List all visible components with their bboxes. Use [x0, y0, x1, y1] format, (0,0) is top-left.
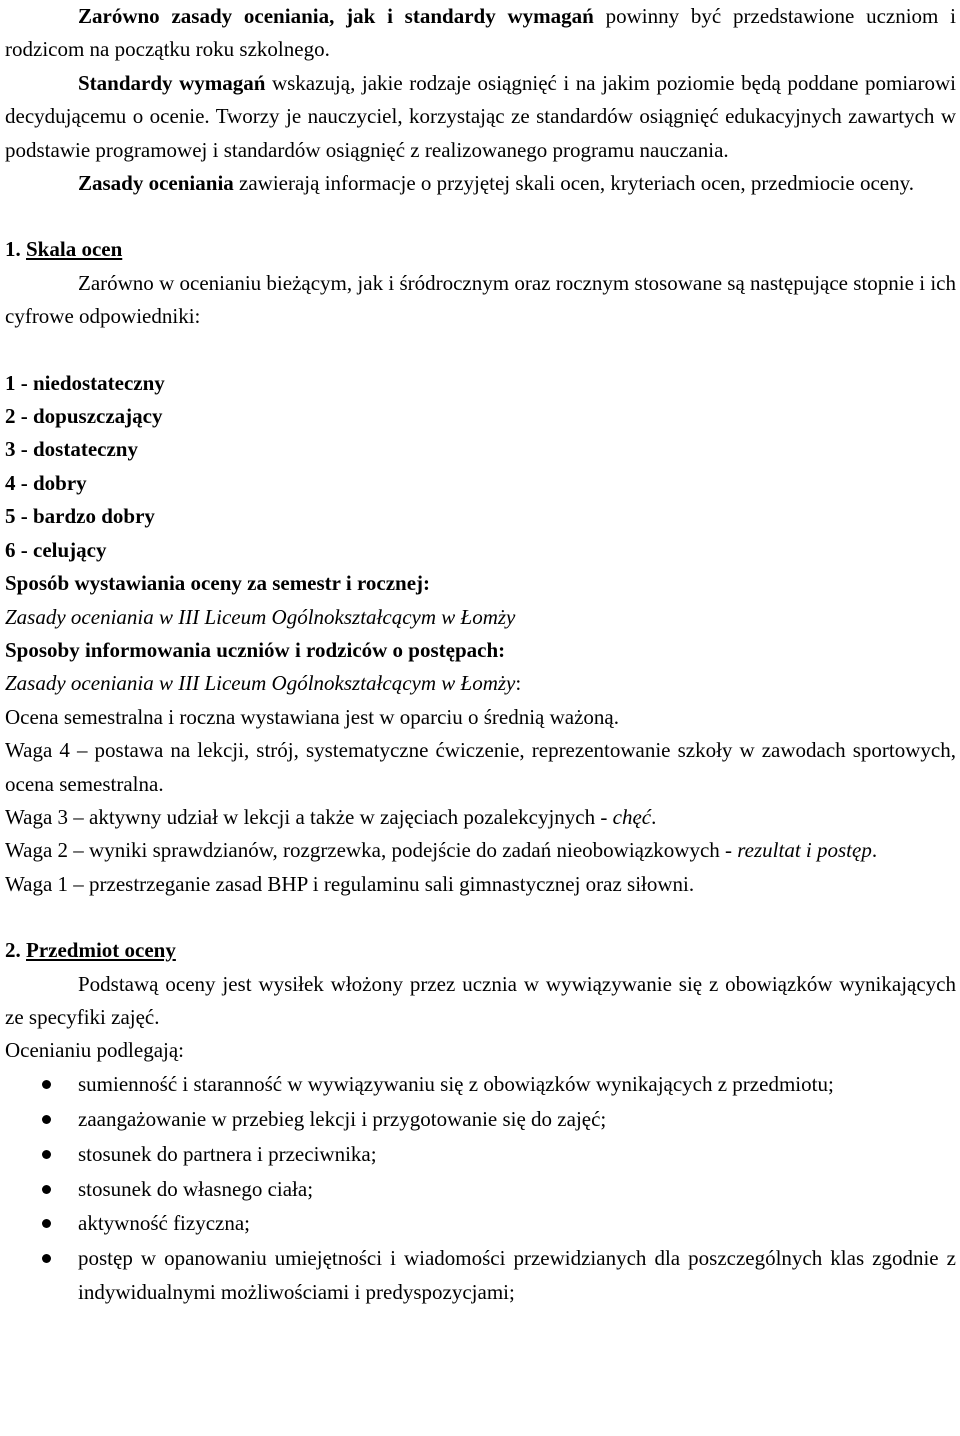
list-item	[5, 1138, 956, 1171]
section-2-heading	[5, 934, 956, 967]
assessment-list-intro: Ocenianiu podlegają:	[5, 1038, 185, 1063]
intro-p3-bold: Zasady oceniania	[78, 171, 234, 196]
intro-p1-bold: Zarówno zasady oceniania, jak i standardy wymagań	[78, 4, 594, 28]
section-1-number: 1.	[5, 237, 26, 262]
grade-list	[5, 367, 956, 567]
spacer	[5, 901, 956, 934]
method-reference-text: Zasady oceniania w III Liceum Ogólnokształcącym w Łomży	[5, 604, 516, 629]
method-heading: Sposób wystawiania oceny za semestr i rocznej:	[5, 571, 431, 596]
intro-p1-text: powinny być przedstawione uczniom i rodzicom na początku roku szkolnego.	[5, 4, 957, 62]
list-item	[5, 1207, 956, 1240]
info-reference	[5, 667, 956, 700]
section-2-text: Podstawą oceny jest wysiłek włożony przez ucznia w wywiązywanie się z obowiązków wynikających ze specyfiki zajęć.	[5, 971, 956, 1029]
intro-p2-text: wskazują, jakie rodzaje osiągnięć i na jakim poziomie będą poddane pomiarowi decydującemu o ocenie. Tworzy je nauczyciel, korzystając ze standardów osiągnięć edukacyjnych zawartych w podstawie programowej i standardów osiągnięć z realizowanego programu nauczania.	[5, 70, 956, 162]
list-item	[5, 1173, 956, 1206]
bullet-icon	[42, 1115, 51, 1124]
list-item	[5, 1242, 956, 1309]
intro-paragraph-3	[5, 167, 956, 200]
list-item	[5, 1103, 956, 1136]
weighted-average-text: Ocena semestralna i roczna wystawiana jest w oparciu o średnią ważoną.	[5, 704, 619, 729]
list-item	[5, 1068, 956, 1101]
weight-3-text	[5, 801, 956, 834]
method-reference	[5, 601, 956, 634]
grade-item: 1 - niedostateczny	[5, 370, 165, 395]
assessment-criteria-list	[5, 1068, 956, 1309]
spacer	[5, 200, 956, 233]
list-item-text: stosunek do własnego ciała;	[78, 1176, 314, 1201]
weight-3-italic: chęć	[612, 804, 652, 829]
weight-2-main: Waga 2 – wyniki sprawdzianów, rozgrzewka, podejście do zadań nieobowiązkowych -	[5, 838, 738, 863]
section-1-heading	[5, 233, 956, 266]
section-1-text: Zarówno w ocenianiu bieżącym, jak i śródrocznym oraz rocznym stosowane są następujące stopnie i ich cyfrowe odpowiedniki:	[5, 270, 956, 329]
list-item-text: stosunek do partnera i przeciwnika;	[78, 1141, 377, 1166]
spacer	[5, 334, 956, 367]
list-item-text: postęp w opanowaniu umiejętności i wiadomości przewidzianych dla poszczególnych klas zgodnie z indywidualnymi możliwościami i predyspozycjami;	[78, 1246, 956, 1304]
list-item-text: sumienność i staranność w wywiązywaniu się z obowiązków wynikających z przedmiotu;	[78, 1071, 834, 1096]
info-reference-suffix: :	[515, 671, 522, 696]
info-heading: Sposoby informowania uczniów i rodziców o postępach:	[5, 637, 506, 662]
grade-item: 2 - dopuszczający	[5, 404, 163, 429]
section-2-title: Przedmiot oceny	[26, 938, 176, 963]
weight-1-text: Waga 1 – przestrzeganie zasad BHP i regulaminu sali gimnastycznej oraz siłowni.	[5, 871, 695, 896]
list-item-text: zaangażowanie w przebieg lekcji i przygotowanie się do zajęć;	[78, 1106, 607, 1131]
bullet-icon	[42, 1150, 51, 1159]
bullet-icon	[42, 1185, 51, 1194]
grade-item: 6 - celujący	[5, 537, 107, 562]
grade-item: 4 - dobry	[5, 470, 87, 495]
grade-item: 5 - bardzo dobry	[5, 504, 155, 529]
bullet-icon	[42, 1254, 51, 1263]
info-reference-text: Zasady oceniania w III Liceum Ogólnokształcącym w Łomży	[5, 671, 516, 696]
weight-2-italic: rezultat i postęp	[737, 838, 872, 863]
weight-3-end: .	[651, 804, 657, 829]
section-1-title: Skala ocen	[26, 237, 123, 262]
weight-3-main: Waga 3 – aktywny udział w lekcji a także w zajęciach pozalekcyjnych -	[5, 804, 613, 829]
weight-2-end: .	[871, 838, 878, 863]
intro-p2-bold: Standardy wymagań	[78, 70, 266, 95]
section-2-number: 2.	[5, 938, 26, 963]
intro-paragraph-2	[5, 67, 956, 167]
weight-4-text: Waga 4 – postawa na lekcji, strój, systematyczne ćwiczenie, reprezentowanie szkoły w zawodach sportowych, ocena semestralna.	[5, 738, 956, 796]
intro-p3-text: zawierają informacje o przyjętej skali ocen, kryteriach ocen, przedmiocie oceny.	[233, 171, 914, 196]
weight-2-text	[5, 834, 956, 867]
grade-item: 3 - dostateczny	[5, 437, 138, 462]
list-item-text: aktywność fizyczna;	[78, 1211, 251, 1236]
bullet-icon	[42, 1080, 51, 1089]
intro-paragraph-1	[5, 0, 956, 67]
bullet-icon	[42, 1219, 51, 1228]
